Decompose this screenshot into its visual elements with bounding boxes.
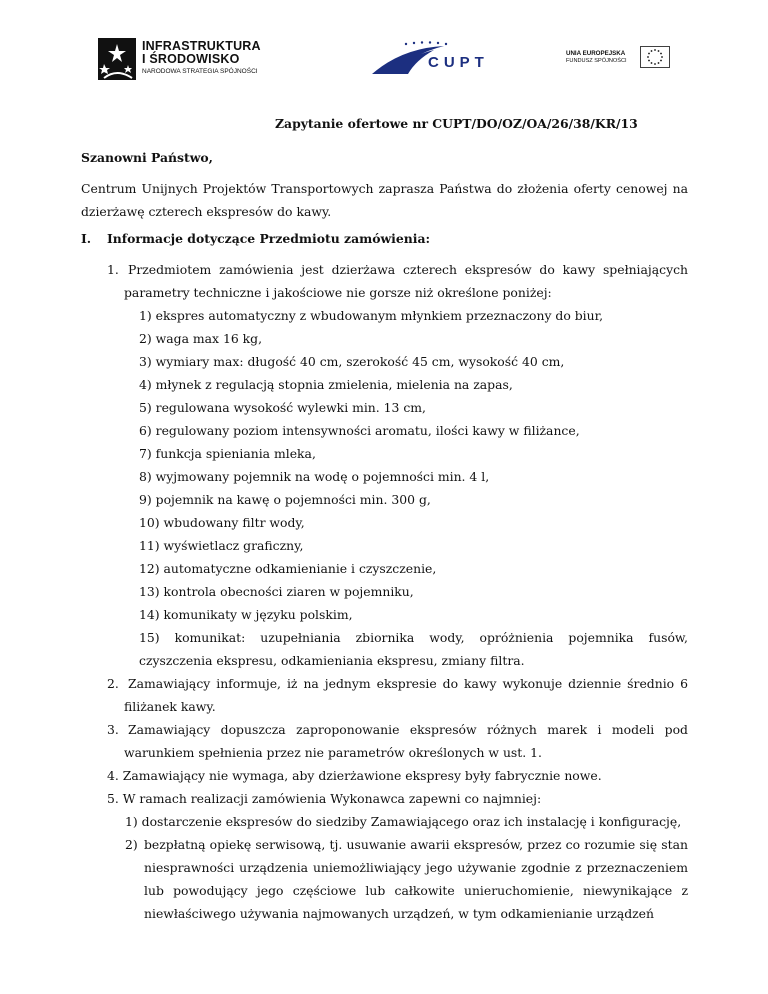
spec-item: 2) waga max 16 kg,	[139, 331, 263, 346]
cupt-logo	[372, 40, 488, 76]
p3-number: 3.	[107, 722, 119, 737]
page-header	[0, 0, 768, 100]
spec-item: 3) wymiary max: długość 40 cm, szerokość 45 cm, wysokość 40 cm,	[139, 354, 565, 369]
spec-item: 4) młynek z regulacją stopnia zmielenia, mielenia na zapas,	[139, 377, 513, 392]
spec-item: 7) funkcja spieniania mleka,	[139, 446, 316, 461]
p5-item-2-text: bezpłatną opiekę serwisową, tj. usuwanie awarii ekspresów, przez co rozumie się stan niesprawności urządzenia uniemożliwiający jego używanie zgodnie z przeznaczeniem lub powodujący jego częściowe lub całkowite unieruchomienie, niewynikające z niewłaściwego używania najmowanych urządzeń, w tym odkamienianie urządzeń	[144, 837, 688, 921]
infrastruktura-logo	[98, 38, 268, 80]
spec-item: 14) komunikaty w języku polskim,	[139, 607, 353, 622]
p4-text: 4. Zamawiający nie wymaga, aby dzierżawione ekspresy były fabrycznie nowe.	[107, 768, 602, 783]
infrastruktura-emblem-icon	[98, 38, 136, 80]
eu-flag-icon	[640, 46, 670, 68]
logo-left-line1: INFRASTRUKTURA	[142, 39, 261, 53]
p1-number: 1.	[107, 262, 119, 277]
document-title: Zapytanie ofertowe nr CUPT/DO/OZ/OA/26/38/KR/13	[275, 116, 638, 131]
logo-left-line3: NARODOWA STRATEGIA SPÓJNOŚCI	[142, 68, 258, 75]
section-heading	[81, 231, 430, 246]
spec-item: 1) ekspres automatyczny z wbudowanym młynkiem przeznaczony do biur,	[139, 308, 604, 323]
cupt-wordmark: CUPT	[428, 54, 489, 71]
p5-item-1: 1) dostarczenie ekspresów do siedziby Zamawiającego oraz ich instalację i konfigurację,	[125, 814, 682, 829]
p2-text: Zamawiający informuje, iż na jednym ekspresie do kawy wykonuje dziennie średnio 6 filiżanek kawy.	[124, 676, 688, 714]
p1-text: Przedmiotem zamówienia jest dzierżawa czterech ekspresów do kawy spełniających parametry techniczne i jakościowe nie gorsze niż określone poniżej:	[124, 262, 688, 300]
spec-item: 10) wbudowany filtr wody,	[139, 515, 305, 530]
spec-item-15-text: 15) komunikat: uzupełniania zbiornika wody, opróżnienia pojemnika fusów, czyszczenia ekspresu, odkamieniania ekspresu, zmiany filtra.	[139, 630, 688, 668]
greeting: Szanowni Państwo,	[81, 150, 213, 165]
spec-item: 6) regulowany poziom intensywności aromatu, ilości kawy w filiżance,	[139, 423, 580, 438]
spec-item: 13) kontrola obecności ziaren w pojemniku,	[139, 584, 414, 599]
eu-logo-line1: UNIA EUROPEJSKA	[566, 50, 626, 57]
logo-left-line2: I ŚRODOWISKO	[142, 52, 240, 66]
spec-item: 5) regulowana wysokość wylewki min. 13 cm,	[139, 400, 426, 415]
spec-item: 9) pojemnik na kawę o pojemności min. 300 g,	[139, 492, 431, 507]
spec-item-15	[139, 626, 688, 672]
spec-item: 8) wyjmowany pojemnik na wodę o pojemności min. 4 l,	[139, 469, 490, 484]
spec-item: 12) automatyczne odkamienianie i czyszczenie,	[139, 561, 437, 576]
intro-paragraph: Centrum Unijnych Projektów Transportowych zaprasza Państwa do złożenia oferty cenowej na dzierżawę czterech ekspresów do kawy.	[81, 181, 688, 219]
eu-logo-line2: FUNDUSZ SPÓJNOŚCI	[566, 58, 627, 64]
p3-text: Zamawiający dopuszcza zaproponowanie ekspresów różnych marek i modeli pod warunkiem spełnienia przez nie parametrów określonych w ust. 1.	[124, 722, 688, 760]
spec-item: 11) wyświetlacz graficzny,	[139, 538, 304, 553]
section-number: I.	[81, 231, 92, 246]
section-title: Informacje dotyczące Przedmiotu zamówienia:	[107, 231, 431, 246]
p2-number: 2.	[107, 676, 119, 691]
p5-text: 5. W ramach realizacji zamówienia Wykonawca zapewni co najmniej:	[107, 791, 542, 806]
eu-logo	[566, 46, 676, 72]
p5-item-2-number: 2)	[125, 837, 138, 852]
